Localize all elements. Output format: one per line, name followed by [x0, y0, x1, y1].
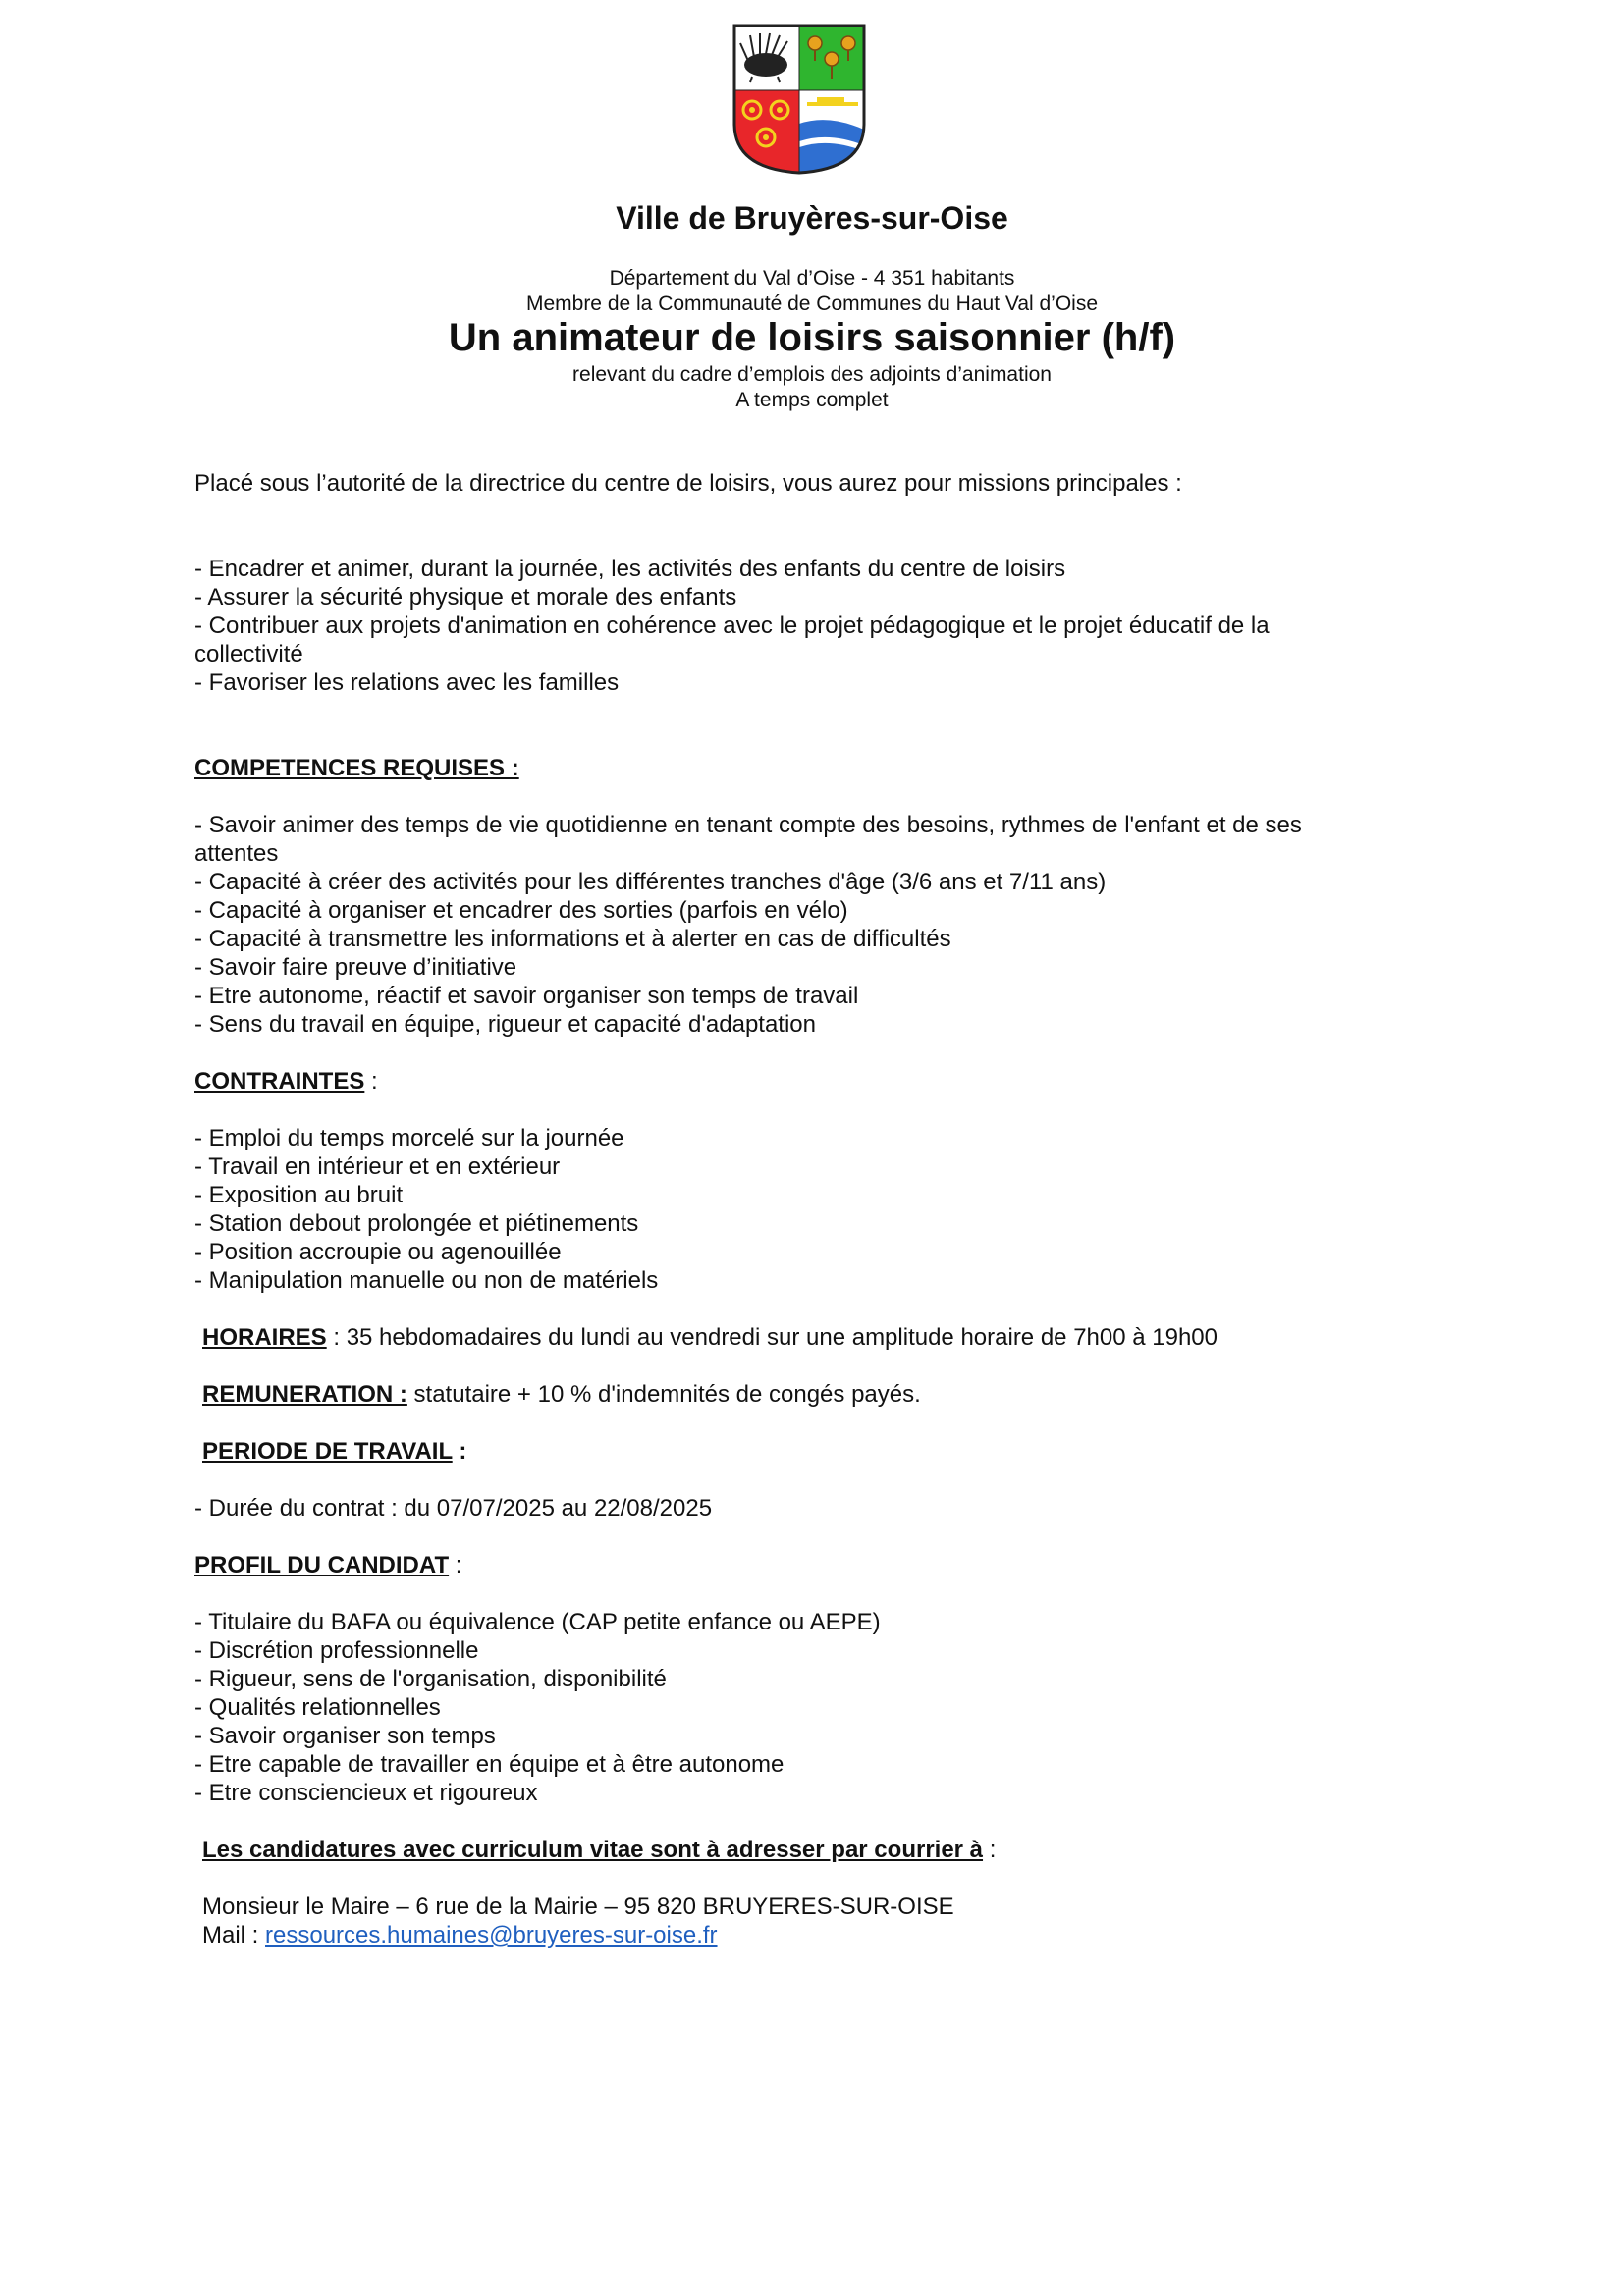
competences-heading: [194, 754, 1422, 782]
list-item: - Discrétion professionnelle: [194, 1637, 479, 1664]
list-item: - Capacité à organiser et encadrer des sorties (parfois en vélo): [194, 897, 848, 924]
profil-heading-suffix: :: [449, 1552, 462, 1578]
contract-duration: - Durée du contrat : du 07/07/2025 au 22/08/2025: [194, 1495, 713, 1522]
periode-heading-text: PERIODE DE TRAVAIL: [202, 1438, 453, 1465]
list-item: - Savoir faire preuve d’initiative: [194, 954, 517, 981]
job-description: [194, 469, 1422, 1949]
profil-heading-text: PROFIL DU CANDIDAT: [194, 1552, 450, 1578]
contraintes-heading: [194, 1067, 1422, 1095]
profil-heading: [194, 1551, 1422, 1579]
list-item: - Favoriser les relations avec les familles: [194, 669, 620, 696]
intro-text: Placé sous l’autorité de la directrice du centre de loisirs, vous aurez pour missions principales :: [194, 470, 1182, 497]
list-item: - Travail en intérieur et en extérieur: [194, 1153, 561, 1180]
job-grade-line: relevant du cadre d’emplois des adjoints d’animation: [572, 363, 1052, 386]
list-item: - Emploi du temps morcelé sur la journée: [194, 1125, 624, 1151]
list-item: - Contribuer aux projets d'animation en cohérence avec le projet pédagogique et le projet éducatif de la: [194, 613, 1270, 639]
list-item: - Assurer la sécurité physique et morale des enfants: [194, 584, 737, 611]
mail-line: [194, 1921, 1422, 1949]
list-item: - Titulaire du BAFA ou équivalence (CAP petite enfance ou AEPE): [194, 1609, 881, 1635]
list-item: attentes: [194, 840, 279, 867]
list-item: collectivité: [194, 641, 303, 667]
list-item: - Manipulation manuelle ou non de matériels: [194, 1267, 659, 1294]
town-name: Ville de Bruyères-sur-Oise: [616, 200, 1008, 236]
horaires-line: [194, 1323, 1422, 1352]
missions-list: [194, 555, 1422, 697]
list-item: - Rigueur, sens de l'organisation, disponibilité: [194, 1666, 667, 1692]
list-item: - Position accroupie ou agenouillée: [194, 1239, 562, 1265]
list-item: - Capacité à créer des activités pour les différentes tranches d'âge (3/6 ans et 7/11 ans): [194, 869, 1107, 895]
contraintes-list: [194, 1124, 1422, 1295]
job-time-line: A temps complet: [735, 389, 889, 411]
list-item: - Exposition au bruit: [194, 1182, 404, 1208]
department-line: Département du Val d’Oise - 4 351 habitants: [609, 267, 1015, 290]
list-item: - Qualités relationnelles: [194, 1694, 441, 1721]
candidature-heading-suffix: :: [983, 1837, 997, 1863]
remuneration-line: [194, 1380, 1422, 1409]
list-item: - Encadrer et animer, durant la journée, les activités des enfants du centre de loisirs: [194, 556, 1066, 582]
candidature-heading-text: Les candidatures avec curriculum vitae sont à adresser par courrier à: [202, 1837, 984, 1863]
list-item: - Savoir animer des temps de vie quotidienne en tenant compte des besoins, rythmes de l'enfant et de ses: [194, 812, 1302, 838]
list-item: - Sens du travail en équipe, rigueur et capacité d'adaptation: [194, 1011, 816, 1038]
list-item: - Station debout prolongée et piétinements: [194, 1210, 639, 1237]
contraintes-heading-suffix: :: [364, 1068, 378, 1095]
list-item: - Etre capable de travailler en équipe et à être autonome: [194, 1751, 785, 1778]
profil-list: [194, 1608, 1422, 1807]
periode-heading-suffix: :: [452, 1438, 467, 1465]
remuneration-text: statutaire + 10 % d'indemnités de congés payés.: [406, 1381, 921, 1408]
horaires-text: : 35 hebdomadaires du lundi au vendredi sur une amplitude horaire de 7h00 à 19h00: [326, 1324, 1218, 1351]
mail-label: Mail :: [202, 1922, 266, 1949]
job-title: Un animateur de loisirs saisonnier (h/f): [448, 316, 1176, 359]
list-item: - Etre autonome, réactif et savoir organiser son temps de travail: [194, 983, 859, 1009]
postal-address: Monsieur le Maire – 6 rue de la Mairie – 95 820 BRUYERES-SUR-OISE: [202, 1894, 954, 1920]
remuneration-heading: REMUNERATION :: [202, 1381, 407, 1408]
list-item: - Etre consciencieux et rigoureux: [194, 1780, 538, 1806]
competences-heading-text: COMPETENCES REQUISES :: [194, 755, 519, 781]
list-item: - Savoir organiser son temps: [194, 1723, 496, 1749]
coat-of-arms-icon: [731, 22, 868, 177]
community-line: Membre de la Communauté de Communes du Haut Val d’Oise: [525, 293, 1099, 315]
candidature-heading: [194, 1836, 1422, 1864]
mail-link[interactable]: ressources.humaines@bruyeres-sur-oise.fr: [265, 1922, 718, 1949]
horaires-heading: HORAIRES: [202, 1324, 327, 1351]
competences-list: [194, 811, 1422, 1039]
list-item: - Capacité à transmettre les informations et à alerter en cas de difficultés: [194, 926, 951, 952]
contraintes-heading-text: CONTRAINTES: [194, 1068, 365, 1095]
periode-heading: [194, 1437, 1422, 1466]
